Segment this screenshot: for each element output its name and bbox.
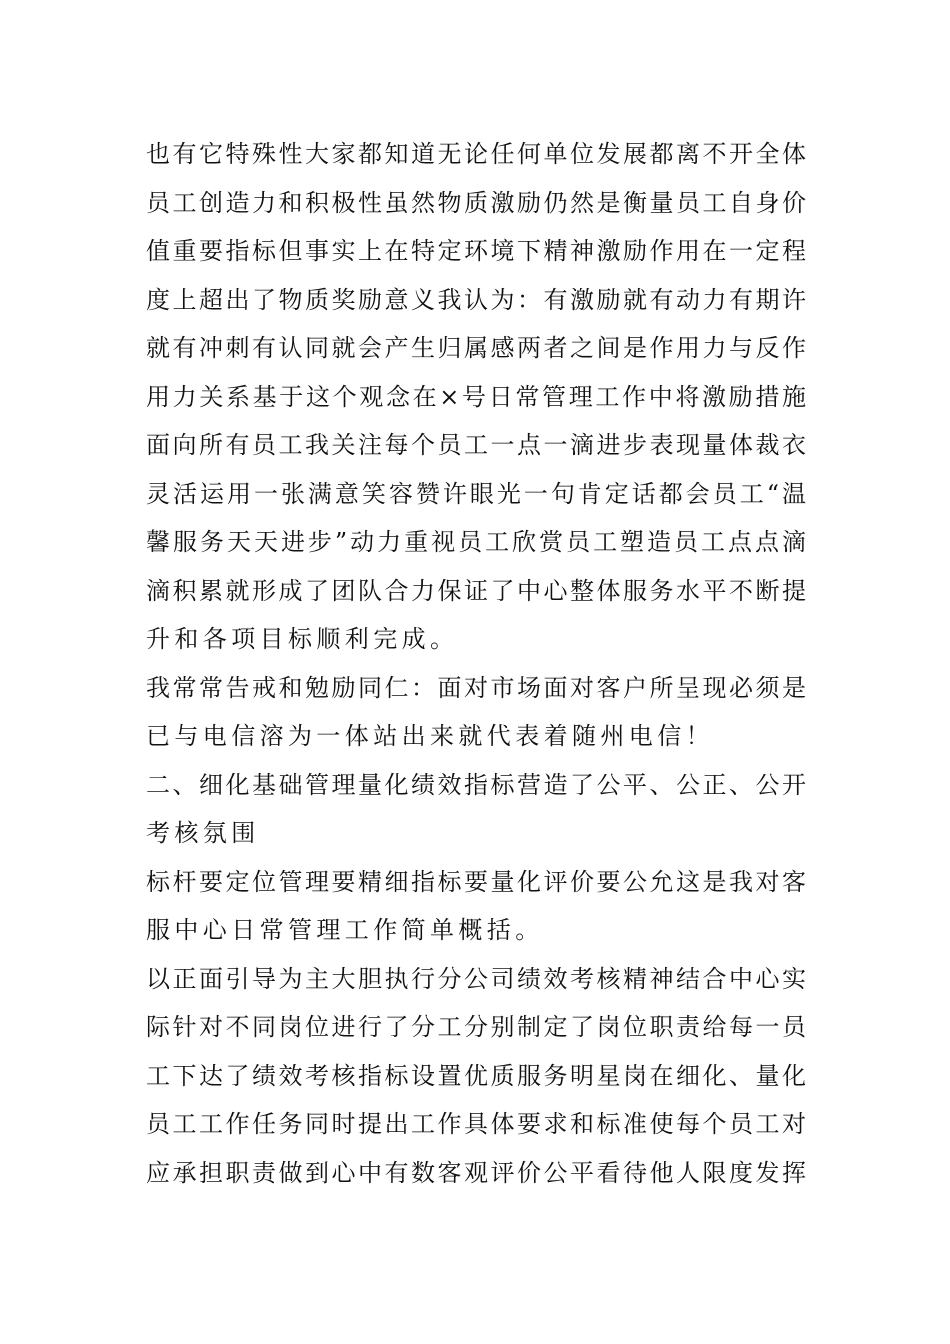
text-line: 值重要指标但事实上在特定环境下精神激励作用在一定程 [146, 237, 806, 265]
text-line: 升和各项目标顺利完成。 [146, 625, 459, 653]
text-line: 也有它特殊性大家都知道无论任何单位发展都离不开全体 [146, 140, 806, 168]
text-line: 工下达了绩效考核指标设置优质服务明星岗在细化、量化 [146, 1061, 806, 1090]
text-line: 馨服务天天进步”动力重视员工欣赏员工塑造员工点点滴 [146, 528, 806, 556]
text-line: 就有冲刺有认同就会产生归属感两者之间是作用力与反作 [146, 334, 806, 362]
text-line: 二、细化基础管理量化绩效指标营造了公平、公正、公开 [146, 770, 806, 799]
text-line: 标杆要定位管理要精细指标要量化评价要公允这是我对客 [146, 867, 806, 896]
text-line: 用力关系基于这个观念在×号日常管理工作中将激励措施 [146, 382, 806, 411]
text-line: 员工工作任务同时提出工作具体要求和标准使每个员工对 [146, 1110, 806, 1138]
document-body [146, 130, 806, 1197]
text-line: 已与电信溶为一体站出来就代表着随州电信！ [146, 722, 714, 750]
text-line: 灵活运用一张满意笑容赞许眼光一句肯定话都会员工“温 [146, 479, 806, 508]
text-line: 服中心日常管理工作简单概括。 [146, 916, 544, 944]
text-line: 度上超出了物质奖励意义我认为：有激励就有动力有期许 [146, 285, 806, 314]
text-line: 考核氛围 [146, 819, 260, 847]
text-line: 以正面引导为主大胆执行分公司绩效考核精神结合中心实 [146, 964, 806, 993]
text-line: 应承担职责做到心中有数客观评价公平看待他人限度发挥 [146, 1158, 806, 1187]
text-line: 际针对不同岗位进行了分工分别制定了岗位职责给每一员 [146, 1013, 806, 1041]
text-line: 面向所有员工我关注每个员工一点一滴进步表现量体裁衣 [146, 431, 806, 459]
text-line: 我常常告戒和勉励同仁：面对市场面对客户所呈现必须是 [146, 673, 806, 702]
text-line: 员工创造力和积极性虽然物质激励仍然是衡量员工自身价 [146, 188, 806, 217]
text-line: 滴积累就形成了团队合力保证了中心整体服务水平不断提 [146, 576, 806, 605]
